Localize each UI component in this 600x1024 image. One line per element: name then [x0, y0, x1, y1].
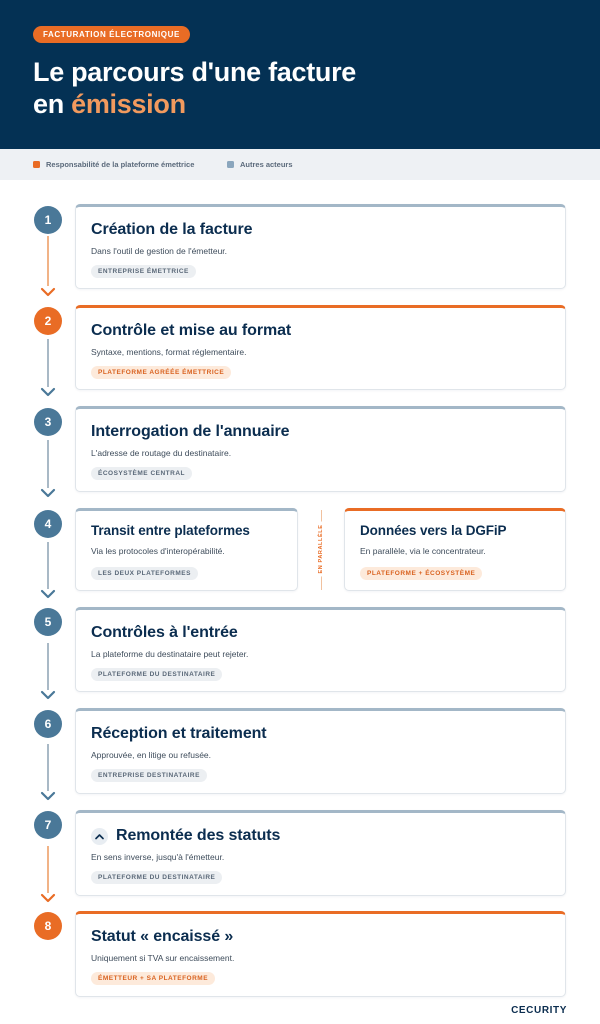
- timeline-connector: [47, 643, 49, 690]
- chevron-up-icon: [91, 828, 108, 845]
- step-description: En parallèle, via le concentrateur.: [360, 546, 486, 556]
- chevron-down-icon: [40, 689, 56, 701]
- timeline-connector: [47, 440, 49, 488]
- step-card: [75, 708, 566, 794]
- legend-label-others: Autres acteurs: [240, 160, 293, 169]
- step-title: Réception et traitement: [91, 725, 267, 742]
- step-number: 2: [34, 307, 62, 335]
- actor-tag: PLATEFORME + ÉCOSYSTÈME: [360, 567, 482, 580]
- step-description: Via les protocoles d'interopérabilité.: [91, 546, 225, 556]
- step-title: Contrôles à l'entrée: [91, 624, 238, 641]
- step-description: La plateforme du destinataire peut rejeter.: [91, 649, 249, 659]
- step-card-branch: [344, 508, 566, 591]
- step-number: 8: [34, 912, 62, 940]
- legend-item-emitter: [33, 149, 194, 180]
- step-number: 6: [34, 710, 62, 738]
- brand-logo-text: CECURITY: [511, 1005, 567, 1016]
- step-title: Données vers la DGFiP: [360, 523, 507, 538]
- step-description: Approuvée, en litige ou refusée.: [91, 750, 212, 760]
- actor-tag: ÉMETTEUR + SA PLATEFORME: [91, 972, 215, 985]
- step-card: [75, 204, 566, 289]
- step-number: 3: [34, 408, 62, 436]
- actor-tag: ENTREPRISE DESTINATAIRE: [91, 769, 207, 782]
- actor-tag: LES DEUX PLATEFORMES: [91, 567, 198, 580]
- orange-square-icon: [33, 161, 40, 168]
- step-title: Statut « encaissé »: [91, 928, 234, 945]
- actor-tag: ÉCOSYSTÈME CENTRAL: [91, 467, 192, 480]
- timeline-connector: [47, 542, 49, 589]
- step-title: Création de la facture: [91, 221, 253, 238]
- step-title: Transit entre plateformes: [91, 523, 250, 538]
- actor-tag: PLATEFORME DU DESTINATAIRE: [91, 871, 222, 884]
- step-description: Syntaxe, mentions, format réglementaire.: [91, 347, 247, 357]
- chevron-down-icon: [40, 892, 56, 904]
- chevron-down-icon: [40, 790, 56, 802]
- timeline-connector: [47, 846, 49, 893]
- timeline-connector: [47, 236, 49, 286]
- step-card: [75, 810, 566, 896]
- step-description: En sens inverse, jusqu'à l'émetteur.: [91, 852, 225, 862]
- legend-item-others: [227, 149, 293, 180]
- title-accent: émission: [71, 89, 186, 119]
- step-number: 4: [34, 510, 62, 538]
- title-line-2: [33, 88, 356, 120]
- step-number: 1: [34, 206, 62, 234]
- step-title: Contrôle et mise au format: [91, 322, 292, 339]
- step-card: [75, 607, 566, 692]
- actor-tag: ENTREPRISE ÉMETTRICE: [91, 265, 196, 278]
- step-card-branch: [75, 508, 298, 591]
- title-prefix: en: [33, 89, 72, 119]
- step-card: [75, 305, 566, 390]
- step-description: Dans l'outil de gestion de l'émetteur.: [91, 246, 228, 256]
- legend-bar: [0, 149, 600, 180]
- chevron-down-icon: [40, 487, 56, 499]
- step-description: Uniquement si TVA sur encaissement.: [91, 953, 235, 963]
- legend-label-emitter: Responsabilité de la plateforme émettrice: [46, 160, 195, 169]
- step-card: [75, 406, 566, 492]
- step-number: 5: [34, 608, 62, 636]
- category-badge: FACTURATION ÉLECTRONIQUE: [33, 26, 190, 43]
- page-title: [33, 56, 356, 120]
- timeline-connector: [47, 339, 49, 387]
- blue-square-icon: [227, 161, 234, 168]
- step-title: Remontée des statuts: [116, 827, 281, 844]
- step-description: L'adresse de routage du destinataire.: [91, 448, 232, 458]
- chevron-down-icon: [40, 286, 56, 298]
- title-line-1: Le parcours d'une facture: [33, 57, 356, 87]
- actor-tag: PLATEFORME DU DESTINATAIRE: [91, 668, 222, 681]
- header-banner: [0, 0, 600, 149]
- step-title-row: [91, 827, 280, 845]
- step-title: Interrogation de l'annuaire: [91, 423, 290, 440]
- chevron-down-icon: [40, 588, 56, 600]
- timeline-connector: [47, 744, 49, 791]
- chevron-down-icon: [40, 386, 56, 398]
- parallel-label: EN PARALLÈLE: [318, 522, 324, 577]
- step-card: [75, 911, 566, 997]
- actor-tag: PLATEFORME AGRÉÉE ÉMETTRICE: [91, 366, 231, 379]
- step-number: 7: [34, 811, 62, 839]
